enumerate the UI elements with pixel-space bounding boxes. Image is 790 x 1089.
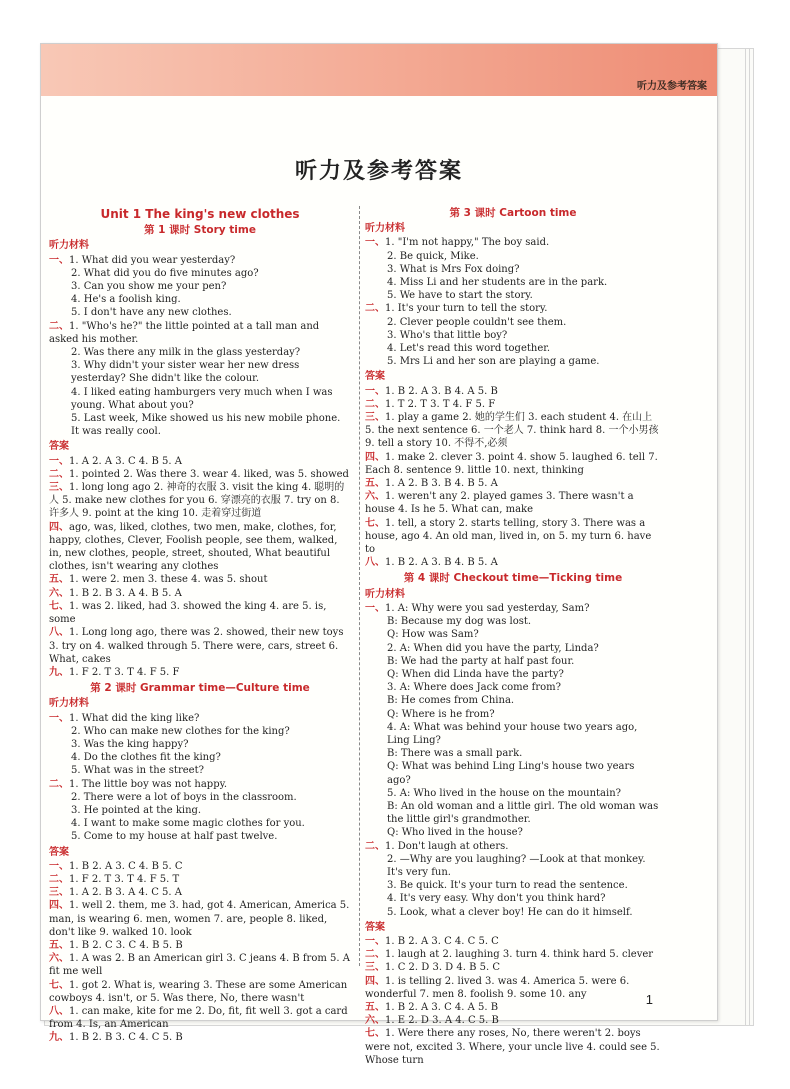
section-number: 二、 [365, 840, 385, 852]
text-line [365, 1014, 661, 1027]
line-text: 1. got 2. What is, wearing 3. These are some American cowboys 4. isn't, or 5. Was there, No, there wasn't [49, 979, 348, 1004]
line-text: 3. Who's that little boy? [387, 329, 508, 341]
section-number: 二、 [49, 778, 69, 790]
line-text: 4. I liked eating hamburgers very much when I was young. What about you? [71, 386, 333, 411]
lesson-3-listening [365, 236, 661, 368]
line-text: 1. What did the king like? [69, 712, 200, 724]
lesson-3-listening-label: 听力材料 [365, 223, 405, 235]
text-line [365, 398, 661, 411]
text-line [365, 681, 661, 694]
text-line [49, 738, 351, 751]
section-number: 五、 [49, 574, 69, 586]
text-line [365, 602, 661, 615]
text-line [365, 329, 661, 342]
section-number: 六、 [49, 587, 69, 599]
text-line [365, 517, 661, 557]
line-text: Q: When did Linda have the party? [387, 668, 564, 680]
line-text: 1. laugh at 2. laughing 3. turn 4. think hard 5. clever [385, 949, 654, 961]
text-line [365, 236, 661, 249]
line-text: Q: Who lived in the house? [387, 827, 523, 839]
text-line [49, 600, 351, 626]
section-number: 五、 [365, 1001, 385, 1013]
line-text: 5. A: Who lived in the house on the mountain? [387, 787, 622, 799]
right-column [365, 204, 661, 1067]
text-line [49, 455, 351, 468]
text-line [365, 853, 661, 879]
text-line [365, 708, 661, 721]
text-line [49, 873, 351, 886]
text-line [365, 826, 661, 839]
text-line [365, 975, 661, 1001]
text-line [365, 289, 661, 302]
line-text: B: We had the party at half past four. [387, 655, 575, 667]
section-number: 三、 [365, 412, 385, 424]
section-number: 二、 [49, 468, 69, 480]
section-number: 一、 [49, 254, 69, 266]
line-text: 2. Was there any milk in the glass yesterday? [71, 347, 301, 359]
section-number: 八、 [49, 627, 69, 639]
section-number: 八、 [365, 557, 385, 569]
line-text: 3. What is Mrs Fox doing? [387, 263, 520, 275]
line-text: 1. F 2. T 3. T 4. F 5. T [69, 873, 180, 885]
lesson-4-listening [365, 602, 661, 919]
section-number: 四、 [365, 451, 385, 463]
line-text: 5. Mrs Li and her son are playing a game. [387, 356, 600, 368]
text-line [49, 481, 351, 521]
line-text: 5. What was in the street? [71, 765, 204, 777]
text-line [49, 712, 351, 725]
section-number: 八、 [49, 1005, 69, 1017]
section-number: 二、 [49, 320, 69, 332]
text-line [49, 346, 351, 359]
text-line [365, 787, 661, 800]
text-line [365, 316, 661, 329]
line-text: 4. He's a foolish king. [71, 294, 181, 306]
section-number: 三、 [49, 482, 69, 494]
line-text: 2. There were a lot of boys in the classroom. [71, 791, 297, 803]
section-number: 一、 [49, 455, 69, 467]
line-text: 1. make 2. clever 3. point 4. show 5. laughed 6. tell 7. Each 8. sentence 9. little 10. next, thinking [365, 451, 658, 476]
text-line [49, 725, 351, 738]
text-line [365, 906, 661, 919]
text-line [365, 385, 661, 398]
text-line [365, 935, 661, 948]
line-text: 1. weren't any 2. played games 3. There wasn't a house 4. Is he 5. What can, make [365, 491, 634, 516]
text-line [49, 1031, 351, 1044]
text-line [49, 860, 351, 873]
section-number: 七、 [49, 600, 69, 612]
line-text: 1. It's your turn to tell the story. [385, 303, 548, 315]
section-number: 九、 [49, 1032, 69, 1044]
line-text: 1. B 2. A 3. B 4. A 5. B [385, 385, 498, 397]
line-text: 5. I don't have any new clothes. [71, 307, 232, 319]
text-line [49, 573, 351, 586]
line-text: 1. were 2. men 3. these 4. was 5. shout [69, 574, 268, 586]
lesson-1-listening-label: 听力材料 [49, 240, 89, 252]
text-line [49, 468, 351, 481]
line-text: Q: How was Sam? [387, 629, 479, 641]
line-text: 1. was 2. liked, had 3. showed the king 4. are 5. is, some [49, 600, 327, 626]
text-line [49, 764, 351, 777]
line-text: 1. B 2. B 3. A 4. B 5. A [69, 587, 182, 599]
line-text: 2. A: When did you have the party, Linda? [387, 642, 599, 654]
text-line [49, 939, 351, 952]
line-text: 1. is telling 2. lived 3. was 4. America 5. were 6. wonderful 7. men 8. foolish 9. some 10. any [365, 975, 630, 1000]
section-number: 二、 [49, 873, 69, 885]
text-line [49, 778, 351, 791]
text-line [365, 490, 661, 516]
line-text: 1. long long ago 2. 神奇的衣服 3. visit the king 4. 聪明的人 5. make new clothes for you 6. 穿漂亮的衣服 7. try on 8. 许多人 9. point at the king 10. 走着穿过街道 [49, 482, 345, 520]
line-text: 1. A 2. B 3. A 4. C 5. A [69, 887, 182, 899]
text-line [365, 615, 661, 628]
text-line [365, 342, 661, 355]
text-line [49, 412, 351, 438]
line-text: 1. F 2. T 3. T 4. F 5. F [69, 666, 180, 678]
text-line [49, 1005, 351, 1031]
lesson-1-answers [49, 455, 351, 679]
text-line [365, 642, 661, 655]
section-number: 一、 [365, 385, 385, 397]
line-text: 1. The little boy was not happy. [69, 778, 228, 790]
text-line [49, 626, 351, 666]
left-column [49, 204, 351, 1045]
lesson-1-listening [49, 254, 351, 439]
line-text: 1. can make, kite for me 2. Do, fit, fit well 3. got a card from 4. Is, an American [49, 1005, 348, 1031]
lesson-4-title: 第 4 课时 Checkout time—Ticking time [403, 572, 623, 585]
line-text: 3. A: Where does Jack come from? [387, 682, 562, 694]
answer-page [40, 43, 718, 1066]
section-number: 一、 [365, 602, 385, 614]
line-text: 1. A: Why were you sad yesterday, Sam? [385, 602, 590, 614]
text-line [49, 254, 351, 267]
page-title: 听力及参考答案 [294, 159, 463, 184]
text-line [365, 263, 661, 276]
line-text: 3. Be quick. It's your turn to read the sentence. [387, 880, 628, 892]
lesson-1-title: 第 1 课时 Story time [144, 224, 256, 237]
line-text: 1. B 2. A 3. B 4. B 5. A [385, 557, 498, 569]
text-line [365, 451, 661, 477]
line-text: 1. tell, a story 2. starts telling, story 3. There was a house, ago 4. An old man, lived in, on 5. my turn 6. have to [365, 517, 652, 556]
section-number: 六、 [365, 1015, 385, 1027]
lesson-3-answers [365, 385, 661, 570]
text-line [365, 721, 661, 747]
section-number: 二、 [365, 949, 385, 961]
text-line [365, 1001, 661, 1014]
line-text: 3. Can you show me your pen? [71, 281, 227, 293]
line-text: 4. Do the clothes fit the king? [71, 752, 221, 764]
line-text: 3. Was the king happy? [71, 738, 189, 750]
line-text: 1. B 2. C 3. C 4. B 5. B [69, 939, 183, 951]
line-text: 1. Don't laugh at others. [385, 840, 509, 852]
unit-title: Unit 1 The king's new clothes [100, 207, 300, 221]
line-text: 1. T 2. T 3. T 4. F 5. F [385, 398, 496, 410]
line-text: 1. A 2. A 3. C 4. B 5. A [69, 455, 182, 467]
section-number: 四、 [49, 900, 69, 912]
line-text: 1. B 2. A 3. C 4. C 5. C [385, 935, 499, 947]
line-text: 2. Who can make new clothes for the king? [71, 725, 290, 737]
text-line [365, 628, 661, 641]
section-number: 一、 [49, 860, 69, 872]
lesson-4-listening-label: 听力材料 [365, 588, 405, 600]
text-line [49, 267, 351, 280]
line-text: 1. "Who's he?" the little pointed at a tall man and asked his mother. [49, 320, 320, 345]
text-line [365, 747, 661, 760]
line-text: 1. pointed 2. Was there 3. wear 4. liked, was 5. showed [69, 468, 349, 480]
text-line [365, 355, 661, 368]
line-text: 4. A: What was behind your house two years ago, Ling Ling? [387, 721, 638, 746]
line-text: 5. Come to my house at half past twelve. [71, 831, 278, 843]
line-text: 2. Be quick, Mike. [387, 250, 479, 262]
lesson-3-answers-label: 答案 [365, 371, 385, 383]
line-text: 1. Were there any roses, No, there weren't 2. boys were not, excited 3. Where, your uncle live 4. could see 5. Whose turn [365, 1028, 660, 1066]
text-line [365, 556, 661, 569]
line-text: 1. B 2. B 3. C 4. C 5. B [69, 1032, 183, 1044]
line-text: 1. play a game 2. 她的学生们 3. each student 4. 在山上 5. the next sentence 6. 一个老人 7. think hard 8. 一个小男孩 9. tell a story 10. 不得不,必须 [365, 412, 659, 450]
line-text: 4. Let's read this word together. [387, 343, 551, 355]
lesson-2-title: 第 2 课时 Grammar time—Culture time [90, 682, 310, 695]
section-number: 七、 [49, 979, 69, 991]
text-line [365, 477, 661, 490]
text-line [365, 760, 661, 786]
text-line [49, 830, 351, 843]
line-text: 2. —Why are you laughing? —Look at that monkey. It's very fun. [387, 853, 646, 878]
section-number: 九、 [49, 666, 69, 678]
text-line [365, 879, 661, 892]
section-number: 三、 [49, 887, 69, 899]
section-number: 二、 [365, 303, 385, 315]
text-line [365, 411, 661, 451]
text-line [365, 800, 661, 826]
lesson-3-title: 第 3 课时 Cartoon time [449, 207, 577, 219]
line-text: 4. It's very easy. Why don't you think hard? [387, 893, 606, 905]
line-text: B: He comes from China. [387, 695, 515, 707]
section-number: 一、 [49, 712, 69, 724]
section-number: 三、 [365, 962, 385, 974]
text-line [49, 521, 351, 574]
line-text: 2. What did you do five minutes ago? [71, 267, 259, 279]
line-text: 1. well 2. them, me 3. had, got 4. American, America 5. man, is wearing 6. men, women 7. are, people 8. liked, don't like 9. walked 10. look [49, 900, 350, 938]
line-text: 1. Long long ago, there was 2. showed, their new toys 3. try on 4. walked through 5. There were, cars, street 6. What, cakes [49, 627, 344, 665]
text-line [365, 276, 661, 289]
text-line [49, 587, 351, 600]
header-band [41, 44, 717, 96]
section-number: 五、 [365, 478, 385, 490]
text-line [49, 952, 351, 978]
text-line [49, 386, 351, 412]
lesson-2-listening-label: 听力材料 [49, 698, 89, 710]
section-number: 七、 [365, 517, 385, 529]
line-text: B: There was a small park. [387, 748, 523, 760]
line-text: 1. B 2. A 3. C 4. A 5. B [385, 1001, 499, 1013]
line-text: 1. A was 2. B an American girl 3. C jeans 4. B from 5. A fit me well [49, 953, 350, 978]
lesson-1-answers-label: 答案 [49, 441, 69, 453]
text-line [49, 804, 351, 817]
lesson-2-answers-label: 答案 [49, 846, 69, 858]
text-line [365, 302, 661, 315]
text-line [49, 280, 351, 293]
text-line [49, 791, 351, 804]
text-line [365, 250, 661, 263]
text-line [49, 306, 351, 319]
line-text: ago, was, liked, clothes, two men, make, clothes, for, happy, clothes, Clever, Foolish people, see them, walked, in, new clothes, people, street, shouted, What beautiful clothes, isn't wearing any clothes [49, 521, 338, 573]
section-number: 二、 [365, 398, 385, 410]
line-text: Q: Where is he from? [387, 708, 495, 720]
line-text: 1. E 2. D 3. A 4. C 5. B [385, 1015, 499, 1027]
line-text: 5. Look, what a clever boy! He can do it himself. [387, 906, 633, 918]
lesson-4-answers-label: 答案 [365, 921, 385, 933]
column-divider [359, 206, 360, 966]
text-line [49, 666, 351, 679]
text-line [365, 892, 661, 905]
line-text: 3. Why didn't your sister wear her new dress yesterday? She didn't like the colour. [71, 360, 300, 385]
text-line [365, 1027, 661, 1067]
text-line [49, 359, 351, 385]
section-number: 一、 [365, 935, 385, 947]
line-text: 1. "I'm not happy," The boy said. [385, 237, 550, 249]
text-line [49, 751, 351, 764]
section-number: 七、 [365, 1028, 385, 1040]
text-line [365, 948, 661, 961]
text-line [49, 293, 351, 306]
text-line [365, 655, 661, 668]
line-text: 3. He pointed at the king. [71, 804, 202, 816]
section-number: 四、 [365, 975, 385, 987]
line-text: 1. A 2. B 3. B 4. B 5. A [385, 478, 498, 490]
text-line [49, 979, 351, 1005]
text-line [49, 817, 351, 830]
line-text: Q: What was behind Ling Ling's house two years ago? [387, 761, 635, 786]
header-label: 听力及参考答案 [637, 81, 707, 92]
text-line [49, 886, 351, 899]
text-line [365, 694, 661, 707]
section-number: 五、 [49, 939, 69, 951]
page-number: 1 [645, 992, 653, 1007]
line-text: 4. I want to make some magic clothes for you. [71, 818, 305, 830]
line-text: 2. Clever people couldn't see them. [387, 316, 567, 328]
section-number: 一、 [365, 237, 385, 249]
section-number: 六、 [365, 491, 385, 503]
text-line [365, 668, 661, 681]
line-text: 5. Last week, Mike showed us his new mobile phone. It was really cool. [71, 413, 341, 438]
text-line [365, 840, 661, 853]
lesson-4-answers [365, 935, 661, 1067]
line-text: B: Because my dog was lost. [387, 616, 532, 628]
section-number: 六、 [49, 953, 69, 965]
line-text: 1. B 2. A 3. C 4. B 5. C [69, 860, 183, 872]
text-line [49, 320, 351, 346]
text-line [365, 961, 661, 974]
line-text: 1. C 2. D 3. D 4. B 5. C [385, 962, 500, 974]
line-text: B: An old woman and a little girl. The old woman was the little girl's grandmother. [387, 800, 659, 826]
line-text: 5. We have to start the story. [387, 290, 533, 302]
line-text: 4. Miss Li and her students are in the park. [387, 277, 608, 289]
lesson-2-listening [49, 712, 351, 844]
section-number: 四、 [49, 521, 69, 533]
line-text: 1. What did you wear yesterday? [69, 254, 236, 266]
lesson-2-answers [49, 860, 351, 1045]
text-line [49, 899, 351, 939]
